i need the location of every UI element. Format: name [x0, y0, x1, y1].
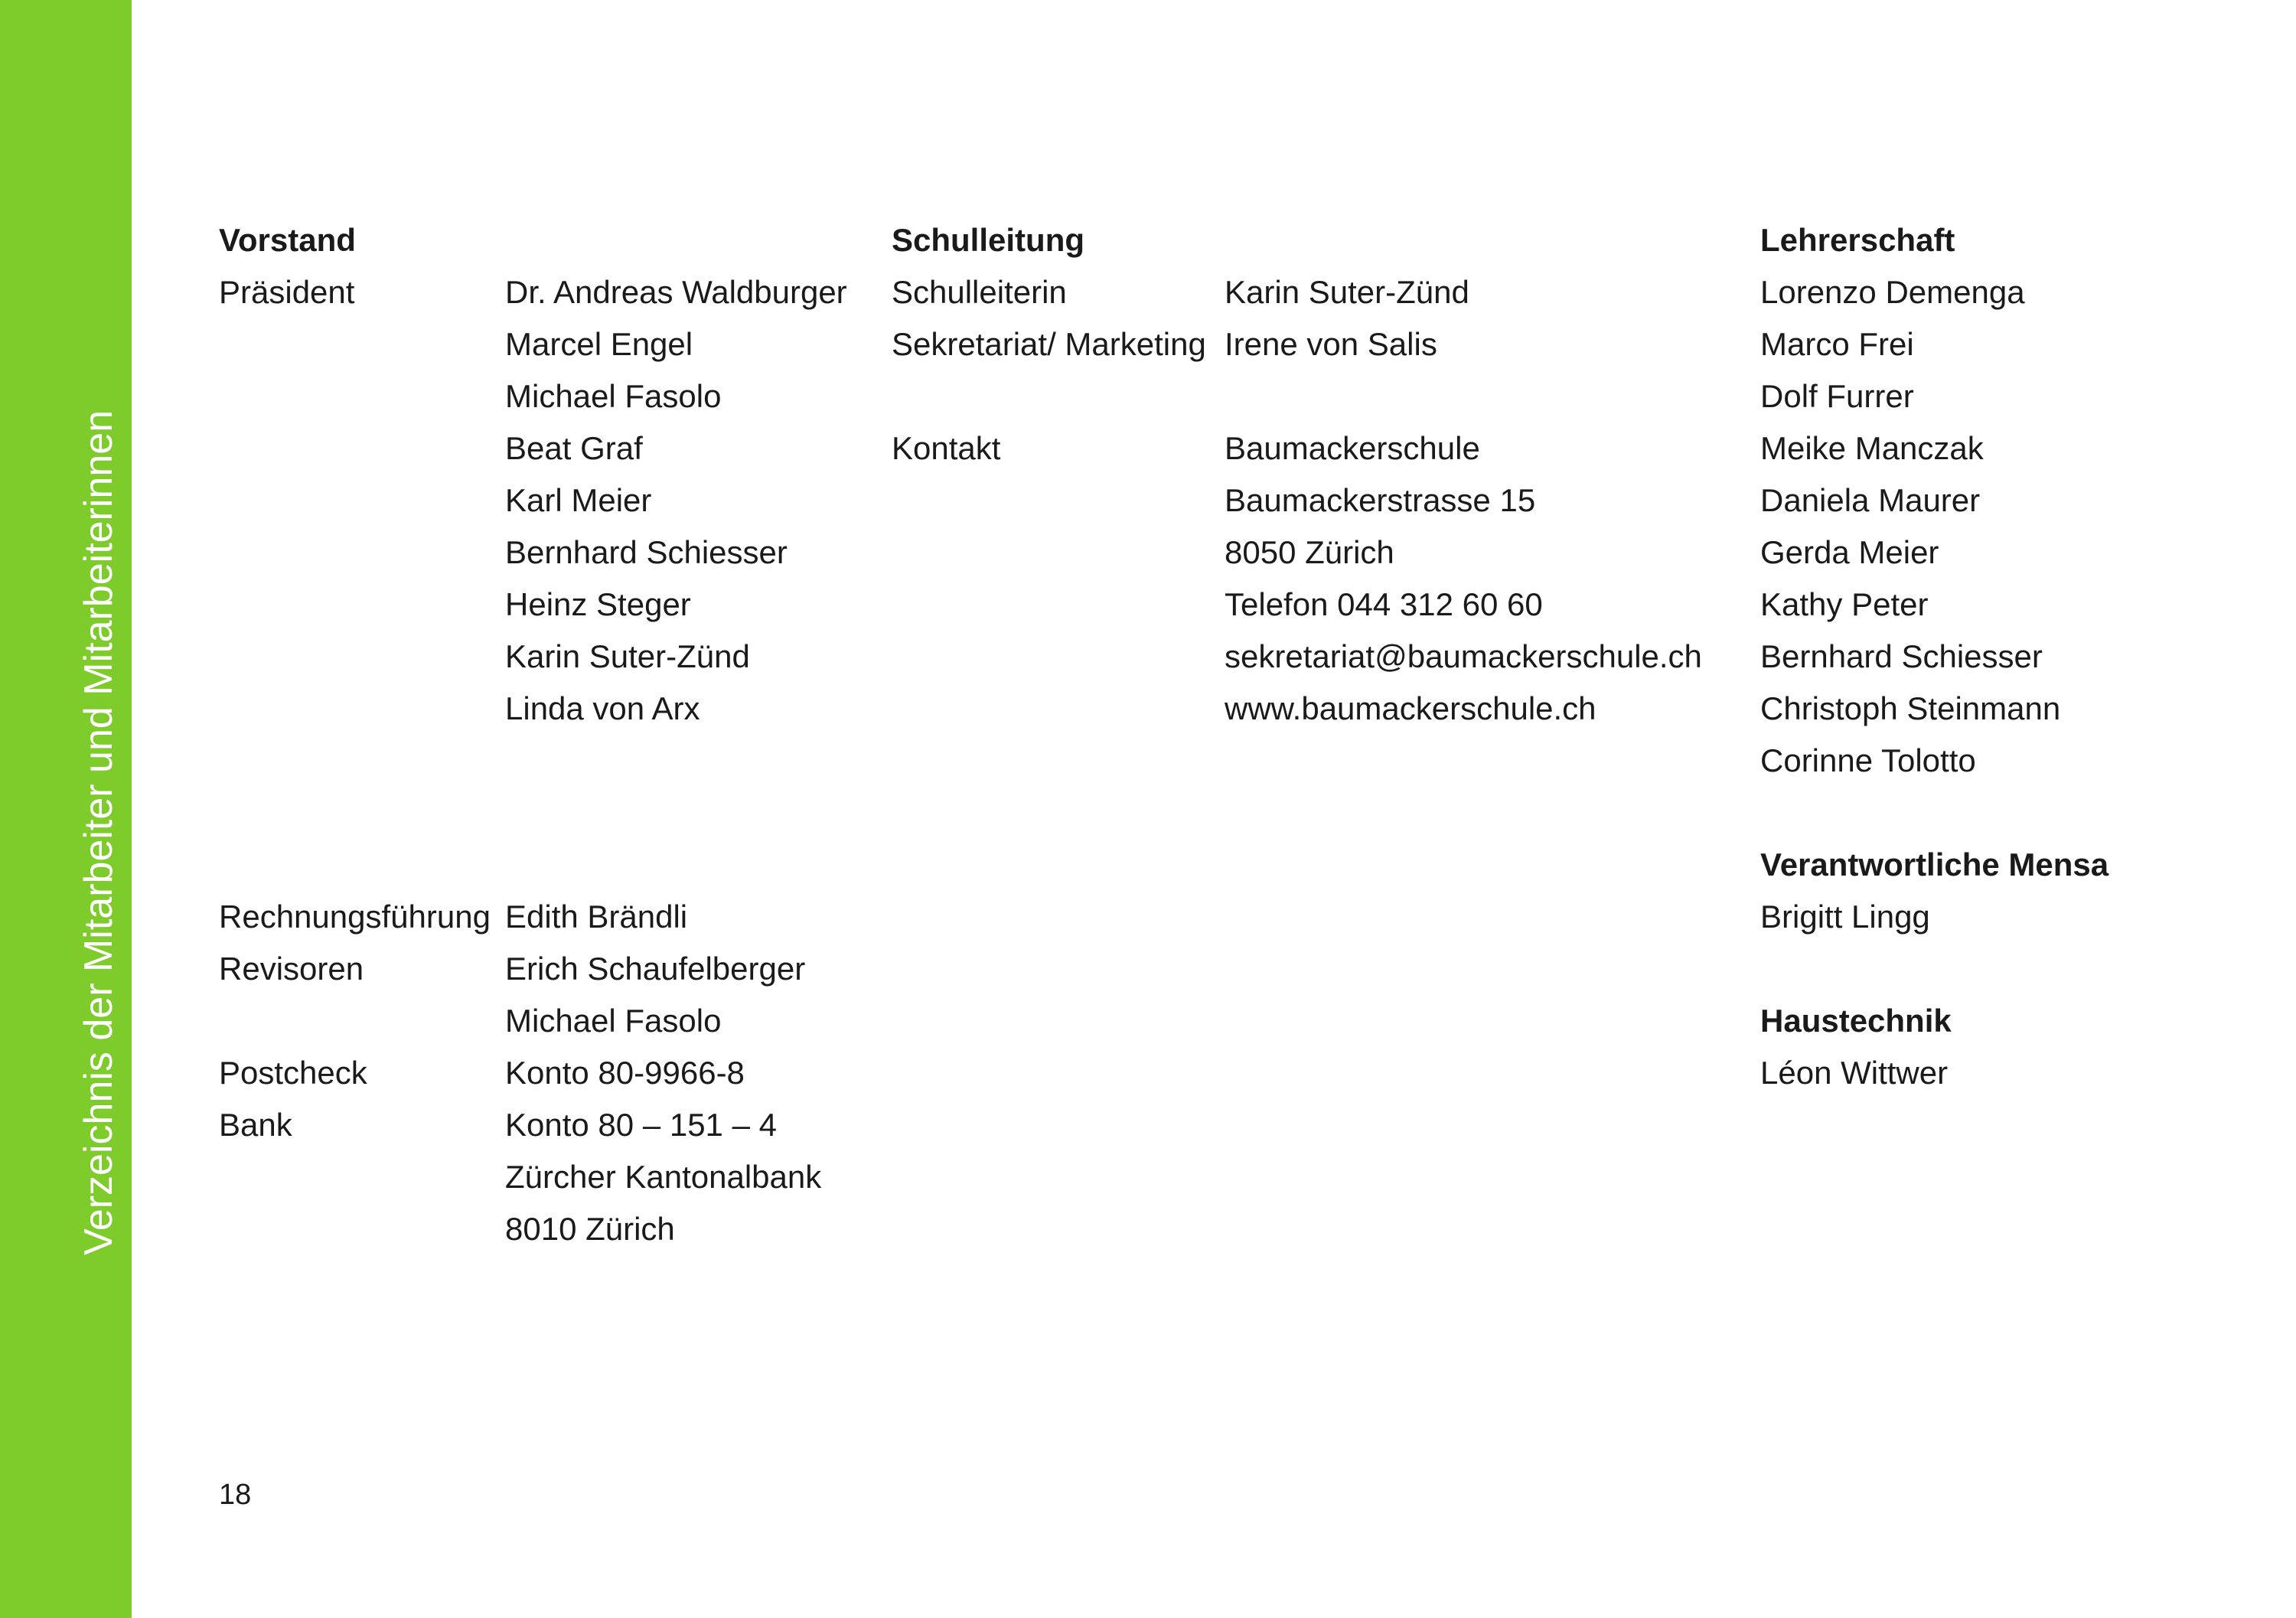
sekretariat-value: Irene von Salis: [1225, 326, 1437, 362]
rechnungsfuehrung-value: Edith Brändli: [505, 899, 688, 935]
schulleiterin-value: Karin Suter-Zünd: [1225, 274, 1469, 310]
bank-line: Zürcher Kantonalbank: [505, 1159, 822, 1195]
vorstand-member: Beat Graf: [505, 430, 643, 466]
vorstand-member: Heinz Steger: [505, 586, 691, 622]
schulleitung-heading: Schulleitung: [892, 222, 1084, 258]
lehrer-name: Marco Frei: [1760, 326, 1914, 362]
bank-line: 8010 Zürich: [505, 1211, 675, 1247]
vorstand-member: Marcel Engel: [505, 326, 693, 362]
postcheck-label: Postcheck: [219, 1055, 367, 1091]
sidebar-title: Verzeichnis der Mitarbeiter und Mitarbeiterinnen: [77, 409, 121, 1255]
kontakt-email: sekretariat@baumackerschule.ch: [1225, 638, 1702, 674]
lehrer-name: Corinne Tolotto: [1760, 742, 1976, 778]
page-number: 18: [219, 1479, 252, 1511]
lehrer-name: Christoph Steinmann: [1760, 690, 2061, 726]
kontakt-line: 8050 Zürich: [1225, 534, 1394, 570]
revisor-name: Michael Fasolo: [505, 1003, 722, 1039]
vorstand-member: Linda von Arx: [505, 690, 700, 726]
kontakt-line: Baumackerschule: [1225, 430, 1480, 466]
revisoren-label: Revisoren: [219, 951, 364, 987]
vorstand-heading: Vorstand: [219, 222, 356, 258]
vorstand-member: Michael Fasolo: [505, 378, 722, 414]
vorstand-member: Dr. Andreas Waldburger: [505, 274, 847, 310]
lehrer-name: Daniela Maurer: [1760, 482, 1981, 518]
vorstand-member: Karin Suter-Zünd: [505, 638, 750, 674]
schulleiterin-label: Schulleiterin: [892, 274, 1067, 310]
lehrer-name: Bernhard Schiesser: [1760, 638, 2043, 674]
sidebar-band: [0, 0, 132, 1618]
kontakt-phone: Telefon 044 312 60 60: [1225, 586, 1543, 622]
kontakt-website: www.baumackerschule.ch: [1225, 690, 1596, 726]
bank-line: Konto 80 – 151 – 4: [505, 1107, 777, 1143]
kontakt-line: Baumackerstrasse 15: [1225, 482, 1536, 518]
mensa-heading: Verantwortliche Mensa: [1760, 847, 2109, 882]
sekretariat-label: Sekretariat/ Marketing: [892, 326, 1206, 362]
revisor-name: Erich Schaufelberger: [505, 951, 806, 987]
lehrer-name: Kathy Peter: [1760, 586, 1929, 622]
postcheck-value: Konto 80-9966-8: [505, 1055, 745, 1091]
vorstand-member: Bernhard Schiesser: [505, 534, 788, 570]
lehrer-name: Gerda Meier: [1760, 534, 1939, 570]
kontakt-label: Kontakt: [892, 430, 1001, 466]
haustechnik-name: Léon Wittwer: [1760, 1055, 1949, 1091]
lehrer-name: Lorenzo Demenga: [1760, 274, 2025, 310]
lehrer-name: Meike Manczak: [1760, 430, 1984, 466]
vorstand-member: Karl Meier: [505, 482, 652, 518]
rechnungsfuehrung-label: Rechnungsführung: [219, 899, 491, 935]
lehrer-name: Dolf Furrer: [1760, 378, 1914, 414]
lehrerschaft-heading: Lehrerschaft: [1760, 222, 1955, 258]
mensa-name: Brigitt Lingg: [1760, 899, 1930, 935]
haustechnik-heading: Haustechnik: [1760, 1003, 1952, 1039]
praesident-label: Präsident: [219, 274, 355, 310]
bank-label: Bank: [219, 1107, 292, 1143]
